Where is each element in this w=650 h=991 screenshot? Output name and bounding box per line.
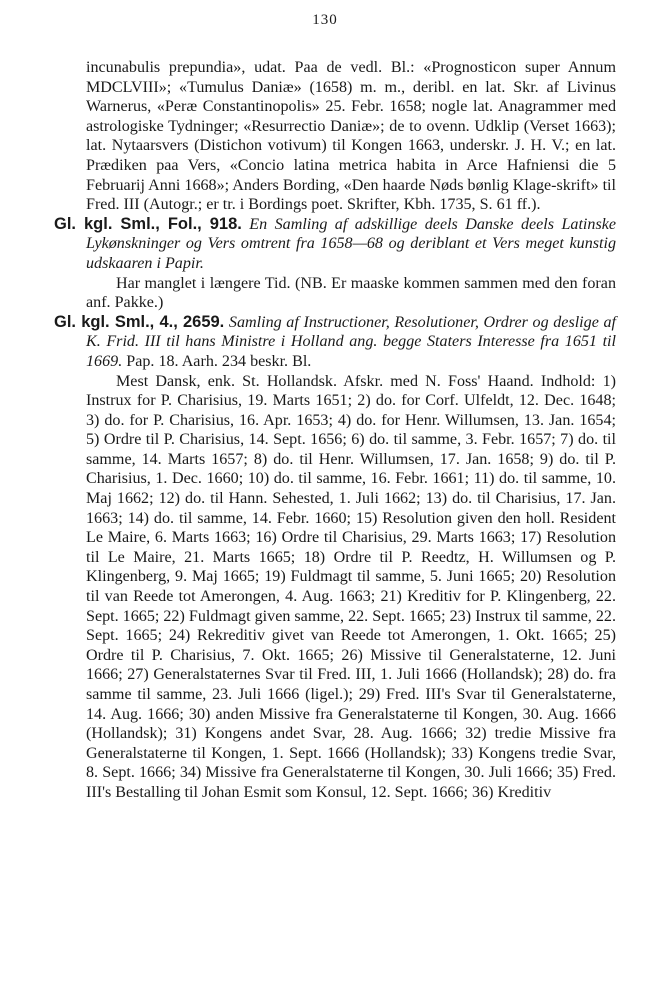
catalog-entry <box>54 312 616 372</box>
continuation-paragraph: incunabulis prepundia», udat. Paa de vedl. Bl.: «Prognosticon super Annum MDCLVIII»; «Tumulus Daniæ» (1658) m. m., deribl. en lat. Skr. af Livinus Warnerus, «Peræ Constantinopolis» 25. Febr. 1658; nogle lat. Anagrammer med astrologiske Tydninger; «Resurrectio Daniæ»; de to ovenn. Udklip (Verset 1663); lat. Nytaarsvers (Distichon votivum) til Kongen 1663, underskr. J. H. V.; en lat. Prædiken paa Vers, «Concio latina metrica habita in Arce Hafniensi die 5 Februarij Anni 1668»; Anders Bording, «Den haarde Nøds bønlig Klage-skrift» til Fred. III (Autogr.; er tr. i Bordings poet. Skrifter, Kbh. 1735, S. 61 ff.). <box>86 59 616 214</box>
entry-title: En Samling af adskillige deels Danske deels Latinske Lykønskninger og Vers omtrent fra 1658—68 og deriblant et Vers meget kunstig udskaaren i Papir. <box>86 215 616 272</box>
entry-description: Pap. 18. Aarh. 234 beskr. Bl. <box>126 352 312 370</box>
entry-note: Mest Dansk, enk. St. Hollandsk. Afskr. med N. Foss' Haand. Indhold: 1) Instrux for P. Charisius, 19. Marts 1651; 2) do. for Corf. Ulfeldt, 12. Dec. 1648; 3) do. for P. Charisius, 16. Apr. 1653; 4) do. for Henr. Willumsen, 13. Jan. 1654; 5) Ordre til P. Charisius, 14. Sept. 1656; 6) do. til samme, 3. Febr. 1657; 7) do. til samme, 14. Marts 1657; 8) do. til Henr. Willumsen, 17. Jan. 1658; 9) do. til P. Charisius, 1. Dec. 1660; 10) do. til samme, 16. Febr. 1661; 11) do. til samme, 10. Maj 1662; 12) do. til Hann. Sehested, 1. Juli 1662; 13) do. til Charisius, 17. Jan. 1663; 14) do. til samme, 14. Febr. 1660; 15) Resolution given den holl. Resident Le Maire, 6. Marts 1663; 16) Ordre til Charisius, 29. Marts 1663; 17) Resolution til Le Maire, 21. Marts 1665; 18) Ordre til P. Reedtz, H. Willumsen og P. Klingenberg, 9. Maj 1665; 19) Fuldmagt til samme, 5. Juni 1665; 20) Resolution til van Reede tot Amerongen, 4. Aug. 1663; 21) Kreditiv for P. Klingenberg, 22. Sept. 1665; 22) Fuldmagt given samme, 22. Sept. 1665; 23) Instrux til samme, 22. Sept. 1665; 24) Rekreditiv givet van Reede tot Amerongen, 1. Okt. 1665; 25) Ordre til P. Charisius, 7. Okt. 1665; 26) Missive til Generalstaterne, 12. Juni 1666; 27) Generalstaternes Svar til Fred. III, 1. Juli 1666 (Hollandsk); 28) do. fra samme til samme, 23. Juli 1666 (ligel.); 29) Fred. III's Svar til Generalstaterne, 14. Aug. 1666; 30) anden Missive fra Generalstaterne til Kongen, 30. Aug. 1666 (Hollandsk); 31) Kongens andet Svar, 28. Aug. 1666; 32) tredie Missive fra Generalstaterne til Kongen, 1. Sept. 1666 (Hollandsk); 33) Kongens tredie Svar, 8. Sept. 1666; 34) Missive fra Generalstaterne til Kongen, 30. Juli 1666; 35) Fred. III's Bestalling til Johan Esmit som Konsul, 12. Sept. 1666; 36) Kreditiv <box>86 372 616 801</box>
catalog-entry <box>54 214 616 274</box>
body-text <box>54 58 616 803</box>
entry-title: Samling af Instructioner, Resolutioner, Ordrer og deslige af K. Frid. III til hans Ministre i Holland ang. begge Staters Interesse fra 1651 til 1669. <box>86 313 616 370</box>
page-number: 130 <box>312 12 338 28</box>
entry-note: Har manglet i længere Tid. (NB. Er maaske kommen sammen med den foran anf. Pakke.) <box>86 274 616 312</box>
shelfmark: Gl. kgl. Sml., Fol., 918. <box>54 214 242 233</box>
shelfmark: Gl. kgl. Sml., 4., 2659. <box>54 312 225 331</box>
